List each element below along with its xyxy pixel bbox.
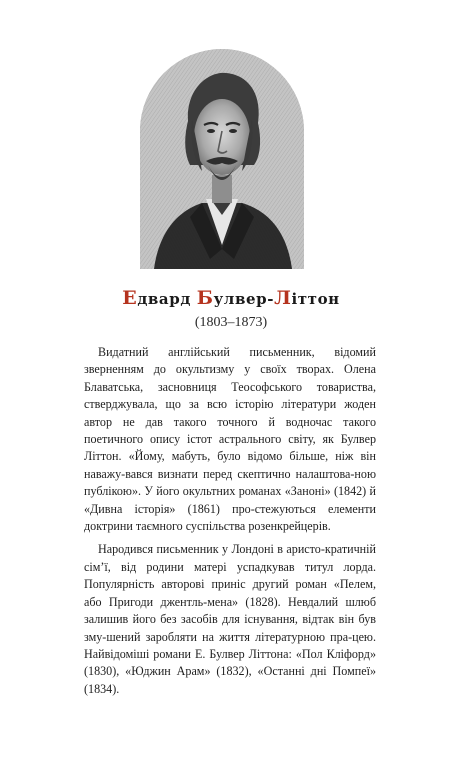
biography-text (84, 344, 376, 698)
author-name-part-3: Літтон (274, 287, 340, 309)
biography-paragraph-1: Видатний англійський письменник, відомий зверненням до окультизму у своїх творах. Олена Блаватська, засновниця Теософського товариства, стверджувала, що за всю історію літератури жоден автор не дав такого точного й водночас такого поетичного опису істот астрального світу, як Булвер Літтон. «Йому, мабуть, було відомо більше, ніж він наважу-вався визнати перед скептично налаштова-ною публікою». У його окультних романах «Заноні» (1842) й «Дивна історія» (1861) про-стежуються елементи доктрини таємного суспільства розенкрейцерів. (84, 345, 376, 534)
author-name-part-2: Булвер- (196, 287, 275, 309)
author-life-years: (1803–1873) (194, 315, 268, 330)
portrait-engraving-icon (140, 49, 304, 269)
author-name-part-1: Едвард (122, 287, 197, 309)
author-portrait (140, 49, 304, 269)
biography-paragraph-2: Народився письменник у Лондоні в аристо-кратичній сім’ї, від родини матері успадкував титул лорда. Популярність авторові приніс другий роман «Пелем, або Пригоди джентль-мена» (1828). Невдалий шлюб залишив його без засобів для існування, відтак він був зму-шений заробляти на життя літературною пра-цею. Найвідоміші романи Е. Булвер Літтона: «Пол Кліфорд» (1830), «Юджин Арам» (1832), «Останні дні Помпеї» (1834). (84, 542, 376, 696)
author-name (0, 287, 462, 309)
